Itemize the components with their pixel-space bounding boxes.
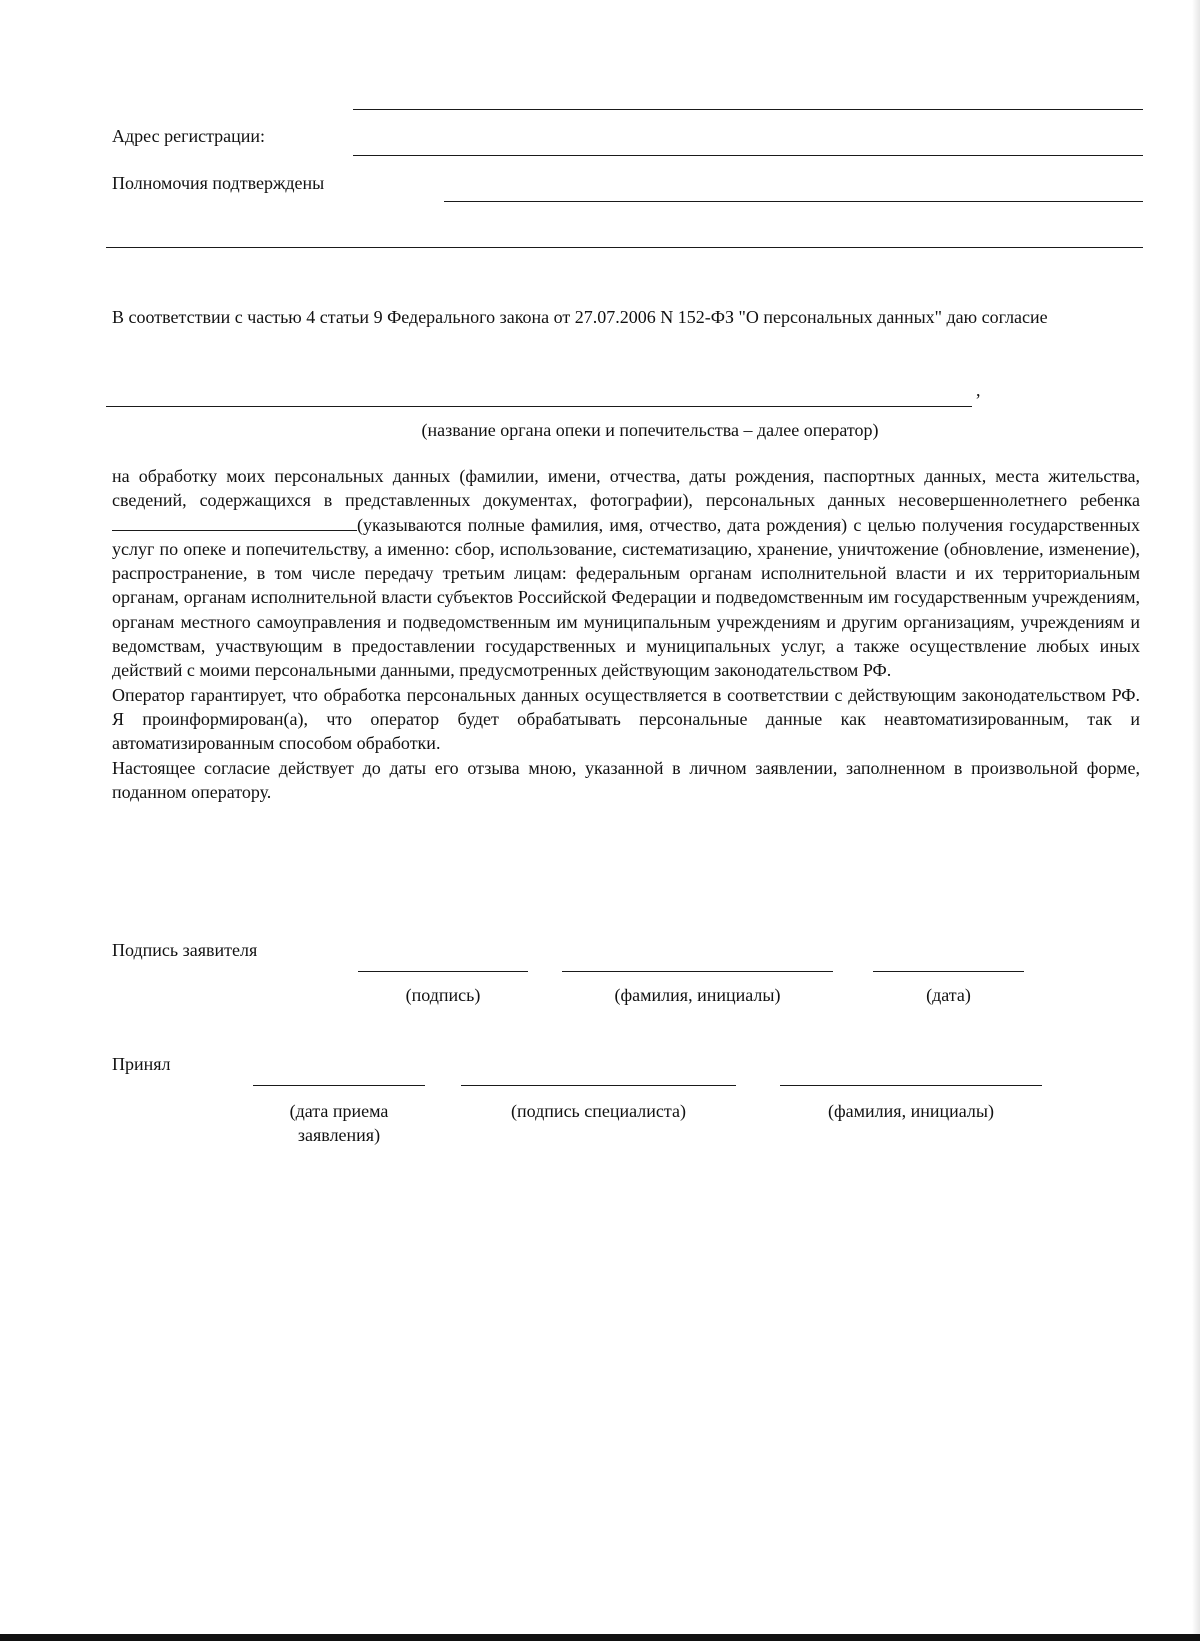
applicant-signature-caption: (подпись) (405, 985, 481, 1005)
accepted-date-caption-line2: заявления) (297, 1125, 381, 1145)
consent-body-part2: (указываются полные фамилия, имя, отчество, дата рождения) с целью получения государственных услуг по опеке и попечительству, а именно: сбор, использование, систематизацию, хранение, уничтожение (обновление, изменение), распространение, в том числе передачу третьим лицам: федеральным органам исполнительной власти и их территориальным органам, органам исполнительной власти субъектов Российской Федерации и подведомственным им государственным учреждениям, органам местного самоуправления и подведомственным им муниципальным учреждениям и другим организациям, учреждениям и ведомствам, участвующим в предоставлении государственных и муниципальных услуг, а также осуществление любых иных действий с моими персональными данными, предусмотренных действующим законодательством РФ. (112, 514, 1140, 681)
authority-confirmed-field-line[interactable] (444, 201, 1143, 202)
consent-intro-paragraph (112, 305, 1140, 329)
specialist-signature-caption: (подпись специалиста) (511, 1101, 686, 1121)
applicant-signature-label: Подпись заявителя (112, 940, 258, 960)
accepted-date-field-line[interactable] (253, 1085, 425, 1086)
applicant-date-field-line[interactable] (873, 971, 1024, 972)
scan-right-edge (1192, 0, 1200, 1641)
header-blank-line (353, 109, 1143, 110)
scan-bottom-border (0, 1634, 1200, 1641)
applicant-name-field-line[interactable] (562, 971, 833, 972)
informed-statement-text: Я проинформирован(а), что оператор будет обрабатывать персональные данные как неавтоматизированным, так и автоматизированным способом обработки. (112, 708, 1140, 754)
specialist-name-field-line[interactable] (780, 1085, 1042, 1086)
applicant-signature-field-line[interactable] (358, 971, 528, 972)
specialist-signature-field-line[interactable] (461, 1085, 736, 1086)
accepted-label: Принял (112, 1054, 171, 1074)
operator-guarantee-text: Оператор гарантирует, что обработка персональных данных осуществляется в соответствии с действующим законодательством РФ. (112, 684, 1140, 705)
authority-confirmed-label: Полномочия подтверждены (112, 173, 325, 193)
operator-name-field-line[interactable] (106, 406, 972, 407)
child-name-field-line[interactable] (112, 516, 357, 531)
consent-body (112, 464, 1140, 804)
specialist-name-caption: (фамилия, инициалы) (828, 1101, 994, 1121)
authority-confirmed-field-line-2[interactable] (106, 247, 1143, 248)
applicant-name-caption: (фамилия, инициалы) (614, 985, 781, 1005)
registration-address-label: Адрес регистрации: (112, 126, 266, 146)
validity-statement-text: Настоящее согласие действует до даты его отзыва мною, указанной в личном заявлении, заполненном в произвольной форме, поданном оператору. (112, 757, 1140, 802)
registration-address-field-line[interactable] (353, 155, 1143, 156)
consent-body-part1: на обработку моих персональных данных (фамилии, имени, отчества, даты рождения, паспортных данных, места жительства, сведений, содержащихся в представленных документах, фотографии), персональных данных несовершеннолетнего ребенка (112, 466, 1140, 511)
consent-body-paragraph (112, 464, 1140, 683)
accepted-date-caption-line1: (дата приема (289, 1101, 389, 1121)
operator-caption: (название органа опеки и попечительства – далее оператор) (421, 420, 879, 440)
operator-field-comma: , (976, 380, 981, 400)
consent-intro-text: В соответствии с частью 4 статьи 9 Федерального закона от 27.07.2006 N 152-ФЗ "О персональных данных" даю согласие (112, 307, 1048, 327)
applicant-date-caption: (дата) (926, 985, 971, 1005)
